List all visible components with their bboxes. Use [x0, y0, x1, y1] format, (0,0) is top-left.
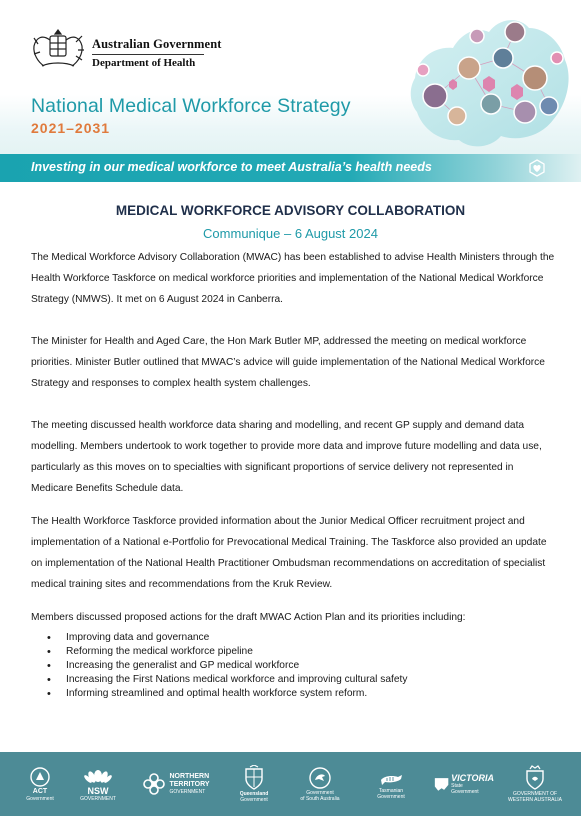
paragraph-action-plan: Members discussed proposed actions for the draft MWAC Action Plan and its priorities including: [31, 612, 466, 623]
paragraph-taskforce: The Health Workforce Taskforce provided information about the Junior Medical Officer recruitment project and implementation of a National e-Portfolio for Prevocational Medical Training. The Taskforce also provided an update on implementation of the National Health Practitioner Ombudsman recommendations on accreditation of specialist medical training sites and recommendations from the Kruk Review. [31, 516, 547, 590]
government-wordmark [92, 37, 222, 69]
strategy-years: 2021–2031 [31, 120, 111, 136]
piping-shrike-icon [308, 766, 332, 790]
northern-territory-logo: NORTHERN TERRITORY GOVERNMENT [140, 752, 212, 816]
tasmanian-government-logo: Tasmanian Government [366, 752, 416, 816]
document-title: MEDICAL WORKFORCE ADVISORY COLLABORATION [115, 203, 466, 218]
south-australia-logo: Government of South Australia [292, 752, 348, 816]
western-australia-logo: GOVERNMENT OF WESTERN AUSTRALIA [506, 752, 564, 816]
government-name: Australian Government [92, 37, 222, 51]
victoria-state-government-logo: VICTORIA State Government [434, 752, 494, 816]
waratah-icon [84, 766, 112, 786]
department-name: Department of Health [92, 57, 196, 69]
list-item: • Improving data and governance [47, 631, 547, 645]
header-banner [0, 154, 581, 182]
paragraph-data-modelling: The meeting discussed health workforce data sharing and modelling, and recent GP supply and demand data modelling. Members undertook to work together to provide more data and improve future modelling and data use, particularly as this moves on to specialties with significant proportions of service delivery not represented in Medicare Benefits Schedule data. [31, 420, 542, 494]
list-item: • Increasing the First Nations medical workforce and improving cultural safety [47, 673, 547, 687]
nsw-government-logo: NSW GOVERNMENT [74, 752, 122, 816]
tasmanian-tiger-icon [378, 768, 404, 788]
australia-map-collage-icon [395, 8, 575, 174]
page-footer [0, 752, 581, 816]
victoria-map-icon [434, 773, 449, 795]
act-crest-icon [29, 766, 51, 788]
priorities-list [47, 631, 547, 701]
western-australia-crest-icon [523, 765, 547, 791]
banner-tagline: Investing in our medical workforce to meet Australia’s health needs [31, 160, 432, 174]
paragraph-intro: The Medical Workforce Advisory Collaboration (MWAC) has been established to advise Health Ministers through the Health Workforce Taskforce on medical workforce priorities and implementation of the National Medical Workforce Strategy (NMWS). It met on 6 August 2024 in Canberra. [31, 252, 555, 305]
list-item: • Increasing the generalist and GP medical workforce [47, 659, 547, 673]
strategy-title: National Medical Workforce Strategy [31, 95, 351, 117]
list-item: • Informing streamlined and optimal health workforce system reform. [47, 687, 547, 701]
coat-of-arms-icon [28, 26, 88, 70]
paragraph-minister: The Minister for Health and Aged Care, the Hon Mark Butler MP, addressed the meeting on medical workforce priorities. Minister Butler outlined that MWAC’s advice will guide implementation of the National Medical Workforce Strategy and responses to complex health system challenges. [31, 336, 545, 389]
wordmark-divider [92, 54, 204, 55]
document-subtitle: Communique – 6 August 2024 [203, 226, 378, 241]
act-government-logo: ACT Government [22, 752, 58, 816]
list-item: • Reforming the medical workforce pipeline [47, 645, 547, 659]
desert-rose-icon [142, 772, 166, 796]
page-header [0, 0, 581, 182]
heart-hexagon-icon [528, 159, 546, 177]
queensland-crest-icon [242, 765, 266, 791]
queensland-government-logo: Queensland Government [232, 752, 276, 816]
